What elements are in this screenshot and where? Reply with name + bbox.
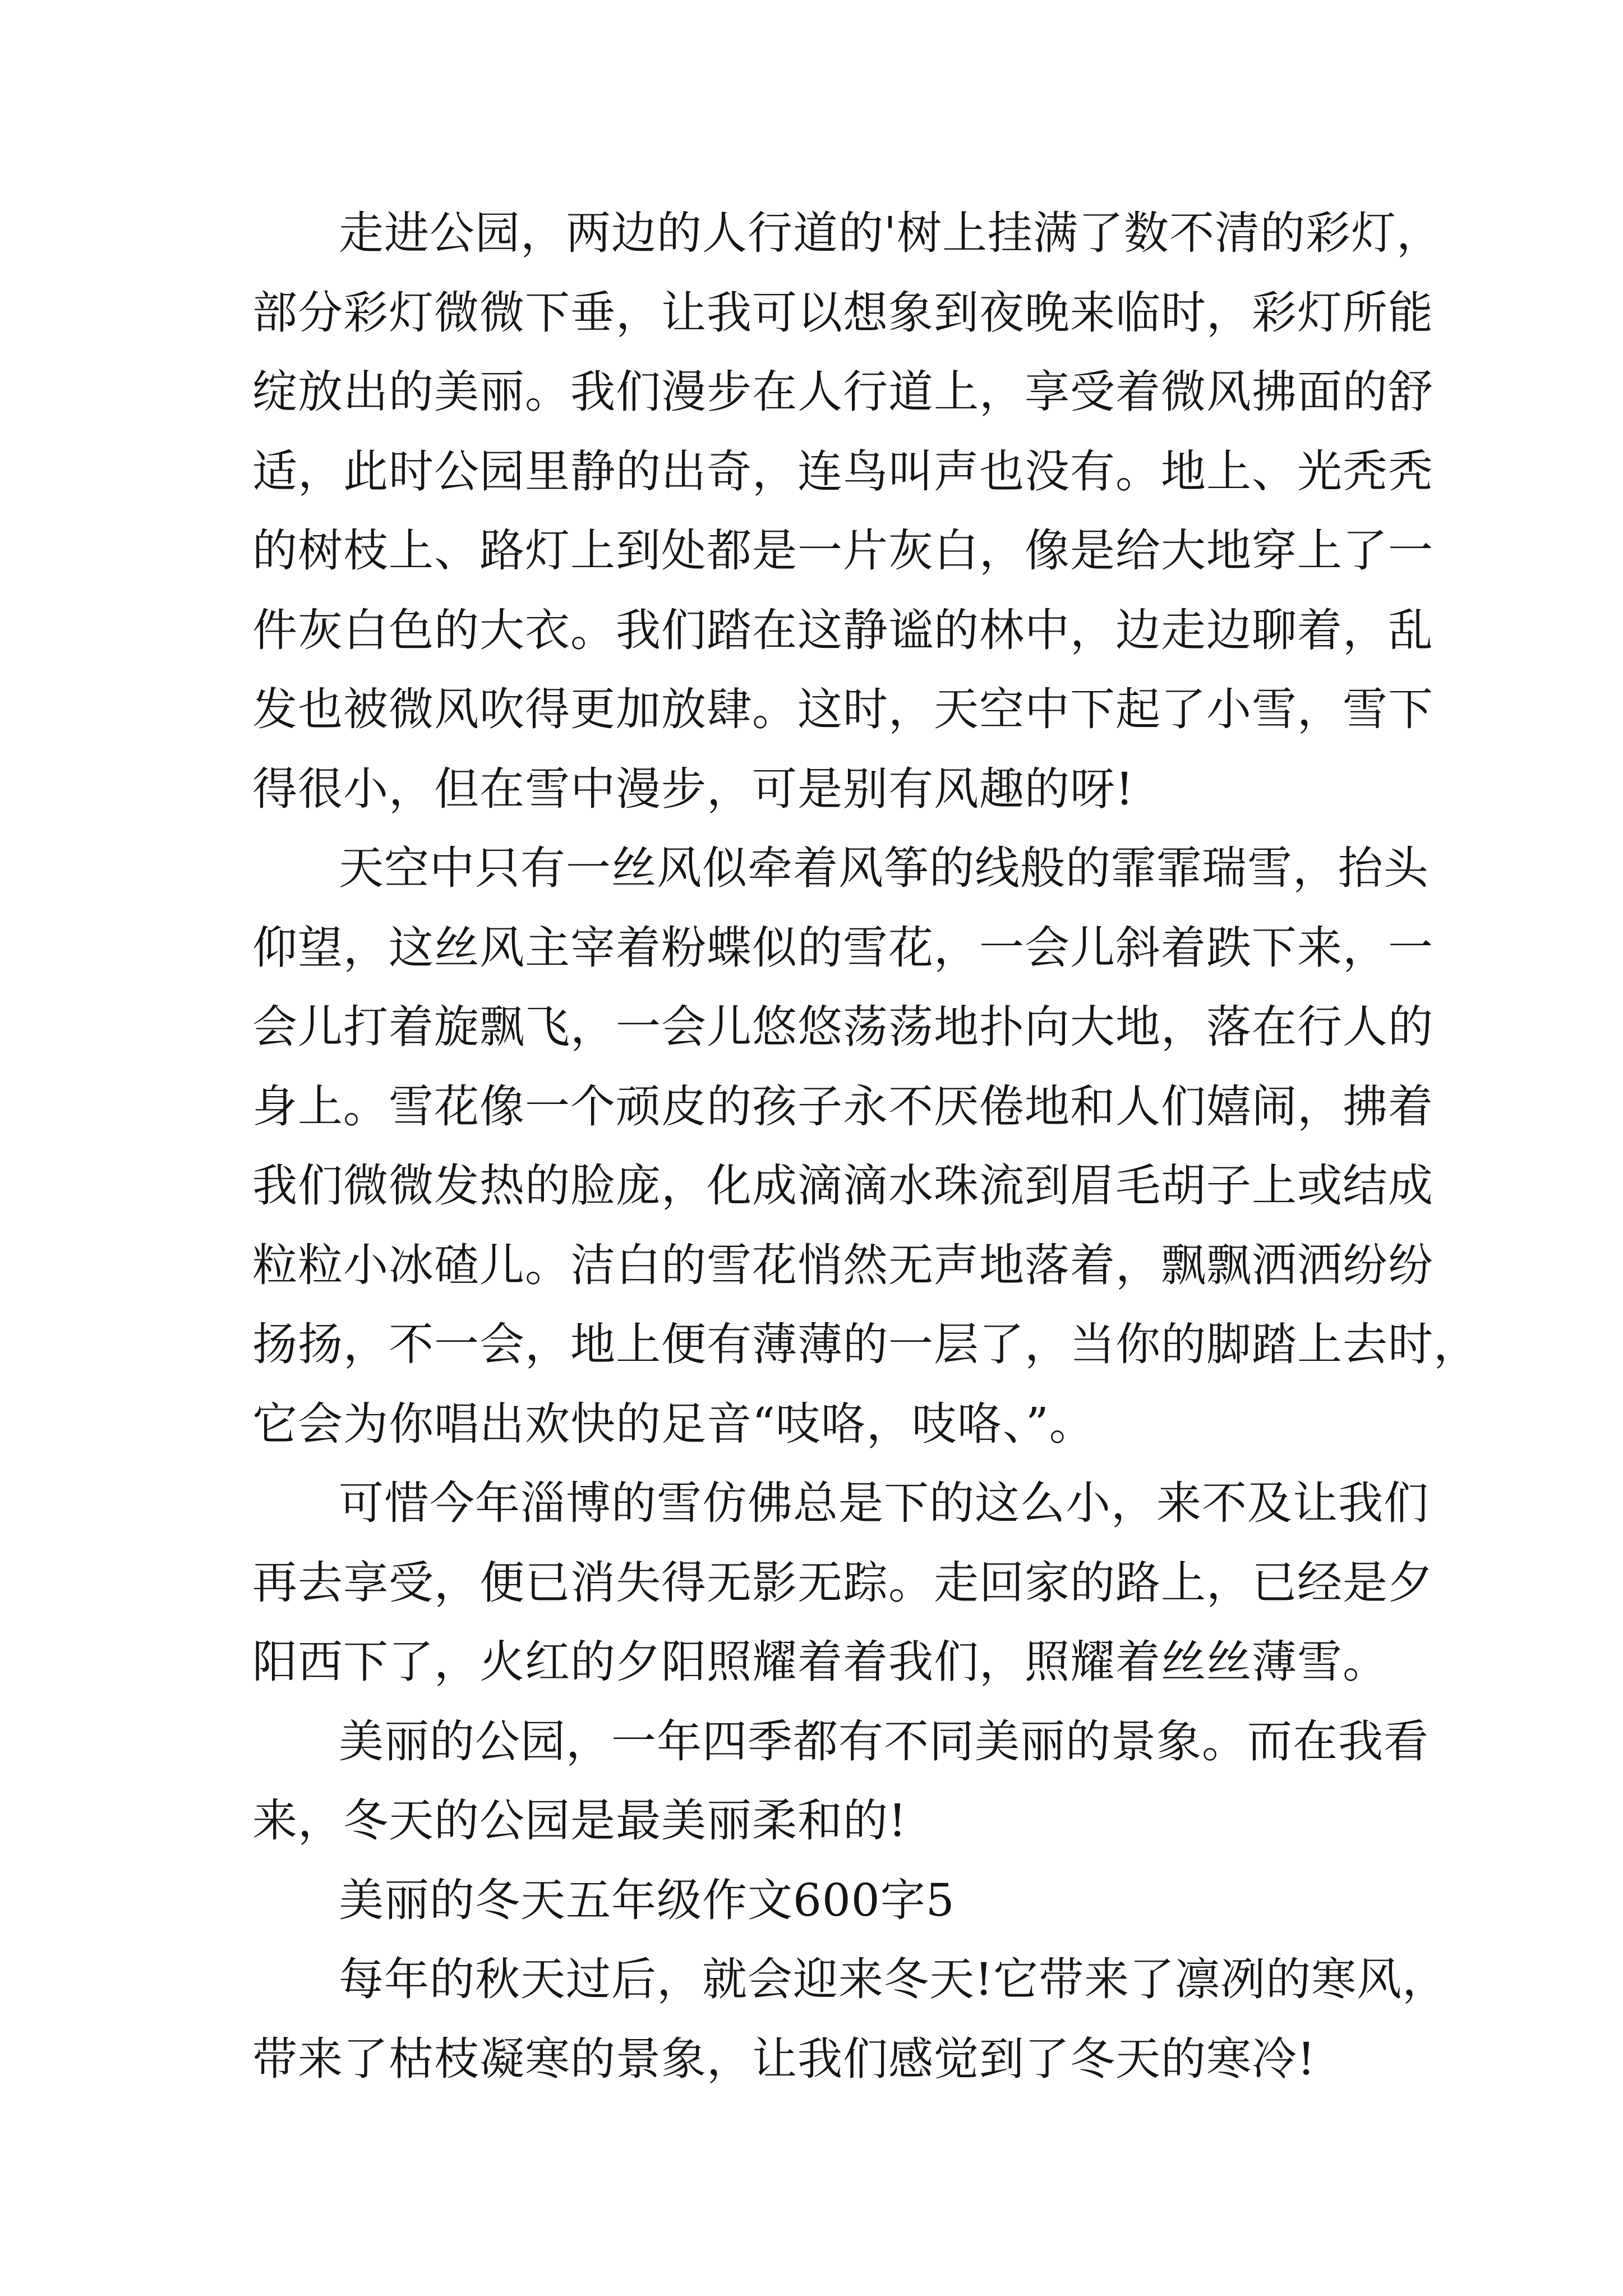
text-line-19: 阳西下了，火红的夕阳照耀着着我们，照耀着丝丝薄雪。 [252, 1636, 1388, 1688]
text-line-7: 发也被微风吹得更加放肆。这时，天空中下起了小雪，雪下 [252, 683, 1433, 735]
text-line-15: 扬扬，不一会，地上便有薄薄的一层了，当你的脚踏上去时， [252, 1318, 1479, 1370]
text-line-8: 得很小，但在雪中漫步，可是别有风趣的呀! [252, 762, 1135, 815]
text-line-21: 来，冬天的公园是最美丽柔和的! [252, 1795, 907, 1847]
text-line-12: 身上。雪花像一个顽皮的孩子永不厌倦地和人们嬉闹，拂着 [252, 1080, 1433, 1133]
text-line-4: 适，此时公园里静的出奇，连鸟叫声也没有。地上、光秃秃 [252, 445, 1433, 498]
text-line-1: 走进公园，两边的人行道的'树上挂满了数不清的彩灯， [339, 207, 1442, 259]
text-line-16: 它会为你唱出欢快的足音“吱咯，吱咯、”。 [252, 1397, 1095, 1450]
text-line-2: 部分彩灯微微下垂，让我可以想象到夜晚来临时，彩灯所能 [252, 286, 1433, 339]
text-line-5: 的树枝上、路灯上到处都是一片灰白，像是给大地穿上了一 [252, 524, 1433, 577]
text-line-14: 粒粒小冰碴儿。洁白的雪花悄然无声地落着，飘飘洒洒纷纷 [252, 1239, 1433, 1291]
text-line-13: 我们微微发热的脸庞，化成滴滴水珠流到眉毛胡子上或结成 [252, 1159, 1433, 1212]
document-body [252, 194, 1479, 2099]
text-line-23: 每年的秋天过后，就会迎来冬天!它带来了凛冽的寒风， [339, 1953, 1448, 2005]
section-heading: 美丽的冬天五年级作文600字5 [339, 1874, 955, 1926]
text-line-10: 仰望，这丝风主宰着粉蝶似的雪花，一会儿斜着跌下来，一 [252, 921, 1433, 974]
text-line-20: 美丽的公园，一年四季都有不同美丽的景象。而在我看 [339, 1715, 1429, 1768]
text-line-9: 天空中只有一丝风似牵着风筝的线般的霏霏瑞雪，抬头 [339, 842, 1429, 894]
text-line-24: 带来了枯枝凝寒的景象，让我们感觉到了冬天的寒冷! [252, 2032, 1316, 2085]
text-line-18: 再去享受，便已消失得无影无踪。走回家的路上，已经是夕 [252, 1556, 1433, 1609]
text-line-11: 会儿打着旋飘飞，一会儿悠悠荡荡地扑向大地，落在行人的 [252, 1001, 1433, 1053]
text-line-6: 件灰白色的大衣。我们踏在这静谧的林中，边走边聊着，乱 [252, 604, 1433, 656]
text-line-17: 可惜今年淄博的雪仿佛总是下的这么小，来不及让我们 [339, 1477, 1429, 1529]
text-line-3: 绽放出的美丽。我们漫步在人行道上，享受着微风拂面的舒 [252, 366, 1433, 418]
